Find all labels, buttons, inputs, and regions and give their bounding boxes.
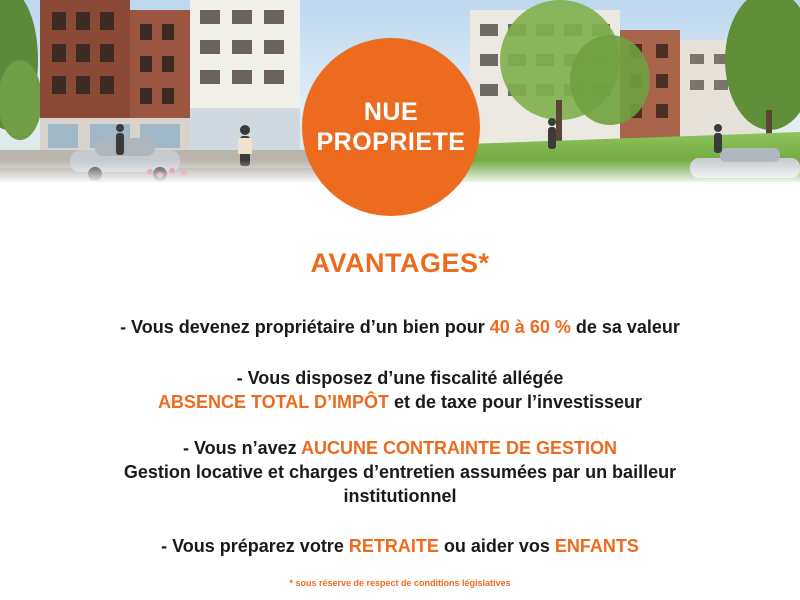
advantage-retirement-pre: - Vous préparez votre bbox=[161, 536, 349, 556]
badge-line-2: PROPRIETE bbox=[316, 128, 466, 156]
nue-propriete-badge bbox=[302, 38, 480, 216]
advantage-management-line-1 bbox=[0, 436, 800, 460]
advantage-ownership bbox=[0, 315, 800, 339]
advantage-tax-post: et de taxe pour l’investisseur bbox=[388, 392, 643, 412]
advantage-ownership-post: de sa valeur bbox=[570, 317, 680, 337]
advantage-retirement-highlight-1: RETRAITE bbox=[348, 536, 439, 556]
advantage-retirement-highlight-2: ENFANTS bbox=[554, 536, 639, 556]
advantage-retirement-mid: ou aider vos bbox=[438, 536, 555, 556]
advantage-tax-line-2 bbox=[0, 390, 800, 414]
advantage-ownership-highlight: 40 à 60 % bbox=[489, 317, 571, 337]
advantage-management-highlight: AUCUNE CONTRAINTE DE GESTION bbox=[301, 438, 618, 458]
advantage-management-line-3: institutionnel bbox=[343, 486, 457, 506]
advantage-management-line-2: Gestion locative et charges d’entretien assumées par un bailleur bbox=[123, 462, 677, 482]
legal-footnote: * sous réserve de respect de conditions législatives bbox=[289, 578, 511, 588]
badge-line-1: NUE bbox=[363, 98, 419, 126]
advantage-tax-line-1: - Vous disposez d’une fiscalité allégée bbox=[236, 368, 564, 388]
advantages-title: AVANTAGES* bbox=[310, 248, 490, 278]
advantage-management-pre: - Vous n’avez bbox=[182, 438, 301, 458]
advantage-retirement bbox=[0, 534, 800, 558]
advantage-ownership-pre: - Vous devenez propriétaire d’un bien pour bbox=[120, 317, 490, 337]
advantage-tax-highlight: ABSENCE TOTAL D’IMPÔT bbox=[157, 392, 389, 412]
